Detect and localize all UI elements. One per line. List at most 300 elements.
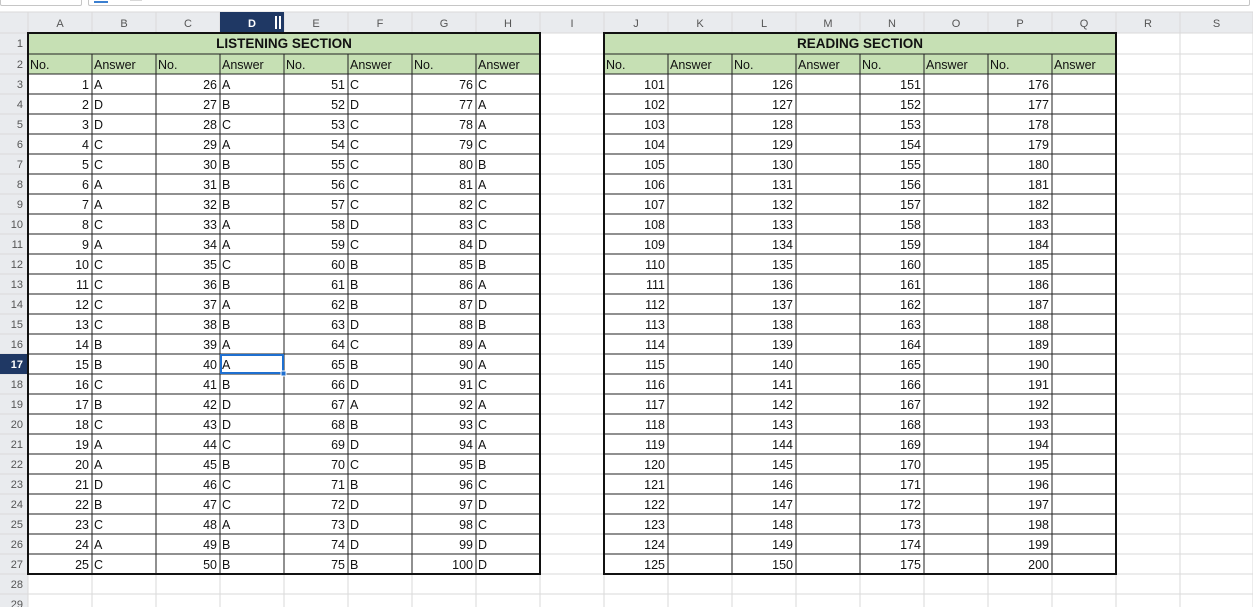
- listening-answer[interactable]: C: [94, 218, 104, 232]
- reading-question-number[interactable]: 180: [1028, 158, 1049, 172]
- reading-answer-empty[interactable]: [669, 95, 731, 113]
- listening-question-number[interactable]: 69: [331, 438, 345, 452]
- listening-question-number[interactable]: 49: [203, 538, 217, 552]
- reading-col-header[interactable]: No.: [606, 58, 626, 72]
- reading-question-number[interactable]: 109: [644, 238, 665, 252]
- listening-question-number[interactable]: 25: [75, 558, 89, 572]
- reading-question-number[interactable]: 128: [772, 118, 793, 132]
- reading-answer-empty[interactable]: [669, 195, 731, 213]
- reading-answer-empty[interactable]: [669, 515, 731, 533]
- reading-question-number[interactable]: 129: [772, 138, 793, 152]
- reading-question-number[interactable]: 127: [772, 98, 793, 112]
- listening-answer[interactable]: D: [478, 558, 488, 572]
- reading-question-number[interactable]: 187: [1028, 298, 1049, 312]
- fill-handle[interactable]: [281, 371, 286, 376]
- listening-question-number[interactable]: 80: [459, 158, 473, 172]
- reading-answer-empty[interactable]: [669, 415, 731, 433]
- reading-answer-empty[interactable]: [797, 335, 859, 353]
- reading-question-number[interactable]: 112: [645, 298, 665, 312]
- listening-answer[interactable]: B: [222, 558, 231, 572]
- row-header-14[interactable]: 14: [10, 299, 23, 311]
- reading-answer-empty[interactable]: [925, 335, 987, 353]
- reading-question-number[interactable]: 145: [772, 458, 793, 472]
- listening-col-header[interactable]: No.: [414, 58, 434, 72]
- reading-question-number[interactable]: 119: [645, 438, 665, 452]
- reading-answer-empty[interactable]: [669, 215, 731, 233]
- listening-question-number[interactable]: 2: [82, 98, 89, 112]
- row-header-3[interactable]: 3: [16, 79, 23, 91]
- reading-answer-empty[interactable]: [797, 475, 859, 493]
- row-header-29[interactable]: 29: [10, 599, 23, 607]
- listening-answer[interactable]: B: [222, 458, 231, 472]
- row-header-6[interactable]: 6: [16, 139, 23, 151]
- row-header-21[interactable]: 21: [10, 439, 23, 451]
- reading-answer-empty[interactable]: [925, 115, 987, 133]
- listening-question-number[interactable]: 67: [331, 398, 345, 412]
- column-header-f[interactable]: F: [376, 18, 384, 30]
- listening-answer[interactable]: A: [478, 438, 487, 452]
- listening-answer[interactable]: C: [478, 478, 488, 492]
- listening-answer[interactable]: C: [94, 418, 104, 432]
- listening-answer[interactable]: C: [478, 218, 488, 232]
- listening-answer[interactable]: D: [94, 118, 104, 132]
- reading-question-number[interactable]: 105: [644, 158, 665, 172]
- listening-question-number[interactable]: 87: [459, 298, 473, 312]
- reading-question-number[interactable]: 196: [1028, 478, 1049, 492]
- listening-answer[interactable]: B: [222, 178, 231, 192]
- listening-answer[interactable]: C: [350, 198, 360, 212]
- reading-question-number[interactable]: 174: [900, 538, 921, 552]
- listening-answer[interactable]: C: [350, 118, 360, 132]
- reading-answer-empty[interactable]: [925, 475, 987, 493]
- listening-answer[interactable]: A: [222, 338, 231, 352]
- reading-answer-empty[interactable]: [669, 535, 731, 553]
- listening-col-header[interactable]: Answer: [350, 58, 392, 72]
- listening-question-number[interactable]: 59: [331, 238, 345, 252]
- reading-answer-empty[interactable]: [797, 115, 859, 133]
- column-resize-handle[interactable]: [275, 16, 277, 29]
- listening-question-number[interactable]: 95: [459, 458, 473, 472]
- reading-answer-empty[interactable]: [925, 395, 987, 413]
- row-header-17[interactable]: 17: [10, 359, 23, 371]
- reading-question-number[interactable]: 143: [772, 418, 793, 432]
- listening-question-number[interactable]: 60: [331, 258, 345, 272]
- listening-question-number[interactable]: 47: [203, 498, 217, 512]
- listening-col-header[interactable]: Answer: [94, 58, 136, 72]
- listening-answer[interactable]: B: [350, 298, 359, 312]
- column-header-m[interactable]: M: [823, 18, 833, 30]
- reading-question-number[interactable]: 170: [900, 458, 921, 472]
- listening-question-number[interactable]: 54: [331, 138, 345, 152]
- reading-question-number[interactable]: 195: [1028, 458, 1049, 472]
- listening-answer[interactable]: B: [222, 278, 231, 292]
- reading-answer-empty[interactable]: [1053, 95, 1115, 113]
- reading-question-number[interactable]: 185: [1028, 258, 1049, 272]
- row-header-7[interactable]: 7: [16, 159, 23, 171]
- listening-question-number[interactable]: 35: [203, 258, 217, 272]
- reading-question-number[interactable]: 178: [1028, 118, 1049, 132]
- reading-answer-empty[interactable]: [669, 455, 731, 473]
- reading-answer-empty[interactable]: [925, 535, 987, 553]
- listening-question-number[interactable]: 46: [203, 478, 217, 492]
- listening-answer[interactable]: D: [350, 218, 360, 232]
- row-header-10[interactable]: 10: [10, 219, 23, 231]
- reading-question-number[interactable]: 150: [772, 558, 793, 572]
- reading-col-header[interactable]: Answer: [670, 58, 712, 72]
- listening-question-number[interactable]: 21: [75, 478, 89, 492]
- listening-answer[interactable]: D: [478, 498, 488, 512]
- listening-question-number[interactable]: 74: [331, 538, 345, 552]
- listening-question-number[interactable]: 96: [459, 478, 473, 492]
- listening-question-number[interactable]: 14: [75, 338, 89, 352]
- reading-answer-empty[interactable]: [925, 235, 987, 253]
- listening-question-number[interactable]: 36: [203, 278, 217, 292]
- reading-answer-empty[interactable]: [669, 295, 731, 313]
- reading-question-number[interactable]: 181: [1028, 178, 1049, 192]
- reading-question-number[interactable]: 111: [645, 278, 665, 292]
- column-header-c[interactable]: C: [184, 18, 192, 30]
- listening-question-number[interactable]: 76: [459, 78, 473, 92]
- listening-question-number[interactable]: 68: [331, 418, 345, 432]
- listening-answer[interactable]: B: [350, 558, 359, 572]
- listening-col-header[interactable]: Answer: [222, 58, 264, 72]
- reading-answer-empty[interactable]: [925, 215, 987, 233]
- reading-answer-empty[interactable]: [925, 495, 987, 513]
- reading-col-header[interactable]: No.: [862, 58, 882, 72]
- listening-question-number[interactable]: 39: [203, 338, 217, 352]
- listening-answer[interactable]: D: [350, 438, 360, 452]
- reading-answer-empty[interactable]: [797, 415, 859, 433]
- row-header-5[interactable]: 5: [16, 119, 23, 131]
- listening-question-number[interactable]: 82: [459, 198, 473, 212]
- listening-answer[interactable]: D: [350, 98, 360, 112]
- reading-answer-empty[interactable]: [797, 215, 859, 233]
- listening-question-number[interactable]: 8: [82, 218, 89, 232]
- reading-question-number[interactable]: 122: [644, 498, 665, 512]
- reading-question-number[interactable]: 162: [900, 298, 921, 312]
- reading-question-number[interactable]: 153: [900, 118, 921, 132]
- listening-question-number[interactable]: 78: [459, 118, 473, 132]
- row-header-24[interactable]: 24: [10, 499, 23, 511]
- listening-answer[interactable]: A: [478, 178, 487, 192]
- reading-answer-empty[interactable]: [669, 315, 731, 333]
- listening-col-header[interactable]: No.: [158, 58, 178, 72]
- listening-question-number[interactable]: 62: [331, 298, 345, 312]
- reading-answer-empty[interactable]: [797, 435, 859, 453]
- reading-answer-empty[interactable]: [1053, 155, 1115, 173]
- reading-answer-empty[interactable]: [925, 75, 987, 93]
- listening-answer[interactable]: B: [222, 538, 231, 552]
- listening-answer[interactable]: A: [222, 78, 231, 92]
- listening-question-number[interactable]: 3: [82, 118, 89, 132]
- listening-answer[interactable]: D: [478, 298, 488, 312]
- listening-answer[interactable]: A: [222, 518, 231, 532]
- listening-answer[interactable]: A: [478, 338, 487, 352]
- row-header-13[interactable]: 13: [10, 279, 23, 291]
- listening-answer[interactable]: A: [94, 438, 103, 452]
- listening-question-number[interactable]: 38: [203, 318, 217, 332]
- reading-answer-empty[interactable]: [925, 415, 987, 433]
- reading-answer-empty[interactable]: [797, 155, 859, 173]
- listening-question-number[interactable]: 13: [75, 318, 89, 332]
- listening-answer[interactable]: C: [94, 138, 104, 152]
- reading-question-number[interactable]: 135: [772, 258, 793, 272]
- reading-question-number[interactable]: 176: [1028, 78, 1049, 92]
- reading-answer-empty[interactable]: [1053, 475, 1115, 493]
- reading-question-number[interactable]: 168: [900, 418, 921, 432]
- reading-question-number[interactable]: 130: [772, 158, 793, 172]
- listening-answer[interactable]: B: [478, 158, 487, 172]
- listening-question-number[interactable]: 53: [331, 118, 345, 132]
- reading-answer-empty[interactable]: [1053, 455, 1115, 473]
- listening-answer[interactable]: C: [478, 418, 488, 432]
- reading-answer-empty[interactable]: [925, 175, 987, 193]
- listening-answer[interactable]: B: [222, 158, 231, 172]
- listening-question-number[interactable]: 42: [203, 398, 217, 412]
- listening-answer[interactable]: A: [222, 298, 231, 312]
- reading-question-number[interactable]: 126: [772, 78, 793, 92]
- listening-question-number[interactable]: 37: [203, 298, 217, 312]
- listening-question-number[interactable]: 71: [331, 478, 345, 492]
- listening-answer[interactable]: B: [94, 338, 103, 352]
- listening-question-number[interactable]: 57: [331, 198, 345, 212]
- reading-answer-empty[interactable]: [1053, 355, 1115, 373]
- reading-question-number[interactable]: 104: [644, 138, 665, 152]
- reading-answer-empty[interactable]: [925, 155, 987, 173]
- listening-question-number[interactable]: 34: [203, 238, 217, 252]
- listening-question-number[interactable]: 23: [75, 518, 89, 532]
- reading-answer-empty[interactable]: [669, 395, 731, 413]
- listening-question-number[interactable]: 55: [331, 158, 345, 172]
- reading-question-number[interactable]: 151: [900, 78, 921, 92]
- listening-question-number[interactable]: 43: [203, 418, 217, 432]
- reading-question-number[interactable]: 140: [772, 358, 793, 372]
- reading-answer-empty[interactable]: [669, 435, 731, 453]
- column-header-q[interactable]: Q: [1079, 18, 1089, 30]
- reading-answer-empty[interactable]: [1053, 135, 1115, 153]
- column-header-e[interactable]: E: [312, 18, 320, 30]
- listening-answer[interactable]: C: [94, 278, 104, 292]
- reading-col-header[interactable]: No.: [734, 58, 754, 72]
- listening-question-number[interactable]: 32: [203, 198, 217, 212]
- row-header-18[interactable]: 18: [10, 379, 23, 391]
- listening-answer[interactable]: B: [350, 258, 359, 272]
- listening-answer[interactable]: C: [350, 338, 360, 352]
- column-header-b[interactable]: B: [120, 18, 128, 30]
- listening-answer[interactable]: A: [478, 118, 487, 132]
- column-header-a[interactable]: A: [56, 18, 64, 30]
- reading-answer-empty[interactable]: [669, 135, 731, 153]
- listening-question-number[interactable]: 52: [331, 98, 345, 112]
- reading-answer-empty[interactable]: [1053, 495, 1115, 513]
- listening-answer[interactable]: B: [350, 418, 359, 432]
- reading-question-number[interactable]: 169: [900, 438, 921, 452]
- listening-question-number[interactable]: 91: [459, 378, 473, 392]
- reading-answer-empty[interactable]: [797, 235, 859, 253]
- listening-answer[interactable]: C: [222, 498, 232, 512]
- listening-answer[interactable]: D: [350, 498, 360, 512]
- reading-question-number[interactable]: 110: [645, 258, 665, 272]
- reading-question-number[interactable]: 154: [900, 138, 921, 152]
- listening-answer[interactable]: A: [94, 458, 103, 472]
- reading-question-number[interactable]: 107: [644, 198, 665, 212]
- reading-answer-empty[interactable]: [1053, 175, 1115, 193]
- row-header-15[interactable]: 15: [10, 319, 23, 331]
- listening-answer[interactable]: C: [350, 458, 360, 472]
- reading-question-number[interactable]: 161: [900, 278, 921, 292]
- listening-answer[interactable]: C: [350, 138, 360, 152]
- listening-question-number[interactable]: 26: [203, 78, 217, 92]
- listening-answer[interactable]: B: [94, 498, 103, 512]
- reading-answer-empty[interactable]: [797, 95, 859, 113]
- listening-answer[interactable]: B: [222, 98, 231, 112]
- reading-col-header[interactable]: Answer: [798, 58, 840, 72]
- listening-question-number[interactable]: 30: [203, 158, 217, 172]
- listening-question-number[interactable]: 10: [75, 258, 89, 272]
- listening-answer[interactable]: A: [94, 78, 103, 92]
- reading-answer-empty[interactable]: [1053, 295, 1115, 313]
- listening-question-number[interactable]: 61: [331, 278, 345, 292]
- reading-question-number[interactable]: 113: [645, 318, 665, 332]
- listening-answer[interactable]: C: [350, 78, 360, 92]
- column-header-s[interactable]: S: [1212, 18, 1221, 30]
- reading-question-number[interactable]: 179: [1028, 138, 1049, 152]
- reading-answer-empty[interactable]: [797, 315, 859, 333]
- reading-question-number[interactable]: 118: [645, 418, 665, 432]
- reading-question-number[interactable]: 115: [645, 358, 665, 372]
- listening-answer[interactable]: D: [478, 238, 488, 252]
- reading-answer-empty[interactable]: [669, 75, 731, 93]
- reading-question-number[interactable]: 102: [644, 98, 665, 112]
- reading-question-number[interactable]: 114: [645, 338, 665, 352]
- reading-answer-empty[interactable]: [669, 255, 731, 273]
- reading-question-number[interactable]: 133: [772, 218, 793, 232]
- listening-answer[interactable]: C: [222, 118, 232, 132]
- listening-answer[interactable]: A: [478, 278, 487, 292]
- listening-answer[interactable]: C: [478, 518, 488, 532]
- reading-answer-empty[interactable]: [797, 275, 859, 293]
- reading-question-number[interactable]: 116: [645, 378, 665, 392]
- listening-question-number[interactable]: 7: [82, 198, 89, 212]
- reading-question-number[interactable]: 194: [1028, 438, 1049, 452]
- reading-question-number[interactable]: 103: [644, 118, 665, 132]
- listening-question-number[interactable]: 100: [452, 558, 473, 572]
- reading-question-number[interactable]: 125: [644, 558, 665, 572]
- row-header-25[interactable]: 25: [10, 519, 23, 531]
- listening-answer[interactable]: C: [222, 478, 232, 492]
- reading-question-number[interactable]: 124: [644, 538, 665, 552]
- listening-answer[interactable]: A: [94, 178, 103, 192]
- reading-col-header[interactable]: Answer: [1054, 58, 1096, 72]
- reading-answer-empty[interactable]: [1053, 555, 1115, 573]
- listening-question-number[interactable]: 72: [331, 498, 345, 512]
- listening-answer[interactable]: C: [94, 158, 104, 172]
- reading-question-number[interactable]: 136: [772, 278, 793, 292]
- reading-answer-empty[interactable]: [669, 495, 731, 513]
- reading-question-number[interactable]: 171: [900, 478, 921, 492]
- reading-answer-empty[interactable]: [925, 455, 987, 473]
- listening-answer[interactable]: C: [350, 158, 360, 172]
- row-header-28[interactable]: 28: [10, 579, 23, 591]
- reading-answer-empty[interactable]: [1053, 75, 1115, 93]
- column-header-l[interactable]: L: [760, 18, 768, 30]
- reading-answer-empty[interactable]: [925, 295, 987, 313]
- listening-question-number[interactable]: 4: [82, 138, 89, 152]
- reading-question-number[interactable]: 189: [1028, 338, 1049, 352]
- reading-answer-empty[interactable]: [925, 515, 987, 533]
- listening-question-number[interactable]: 90: [459, 358, 473, 372]
- listening-question-number[interactable]: 1: [82, 78, 89, 92]
- listening-answer[interactable]: B: [478, 258, 487, 272]
- column-header-o[interactable]: O: [951, 18, 961, 30]
- reading-col-header[interactable]: Answer: [926, 58, 968, 72]
- listening-answer[interactable]: B: [350, 478, 359, 492]
- listening-question-number[interactable]: 44: [203, 438, 217, 452]
- reading-answer-empty[interactable]: [925, 95, 987, 113]
- reading-question-number[interactable]: 137: [772, 298, 793, 312]
- reading-question-number[interactable]: 146: [772, 478, 793, 492]
- reading-question-number[interactable]: 160: [900, 258, 921, 272]
- reading-answer-empty[interactable]: [925, 375, 987, 393]
- listening-answer[interactable]: A: [222, 358, 231, 372]
- reading-question-number[interactable]: 120: [644, 458, 665, 472]
- listening-question-number[interactable]: 70: [331, 458, 345, 472]
- listening-question-number[interactable]: 81: [459, 178, 473, 192]
- row-header-23[interactable]: 23: [10, 479, 23, 491]
- listening-answer[interactable]: C: [222, 438, 232, 452]
- listening-answer[interactable]: D: [94, 478, 104, 492]
- listening-question-number[interactable]: 65: [331, 358, 345, 372]
- reading-question-number[interactable]: 165: [900, 358, 921, 372]
- listening-col-header[interactable]: No.: [286, 58, 306, 72]
- reading-answer-empty[interactable]: [669, 155, 731, 173]
- listening-answer[interactable]: A: [94, 198, 103, 212]
- listening-question-number[interactable]: 86: [459, 278, 473, 292]
- listening-question-number[interactable]: 27: [203, 98, 217, 112]
- row-header-16[interactable]: 16: [10, 339, 23, 351]
- row-header-2[interactable]: 2: [16, 59, 23, 71]
- listening-question-number[interactable]: 24: [75, 538, 89, 552]
- listening-answer[interactable]: B: [478, 458, 487, 472]
- reading-answer-empty[interactable]: [669, 275, 731, 293]
- column-header-p[interactable]: P: [1016, 18, 1024, 30]
- column-header-i[interactable]: I: [570, 18, 574, 30]
- reading-answer-empty[interactable]: [797, 555, 859, 573]
- reading-answer-empty[interactable]: [669, 115, 731, 133]
- reading-question-number[interactable]: 193: [1028, 418, 1049, 432]
- listening-question-number[interactable]: 73: [331, 518, 345, 532]
- reading-answer-empty[interactable]: [797, 395, 859, 413]
- listening-answer[interactable]: D: [94, 98, 104, 112]
- row-header-4[interactable]: 4: [16, 99, 23, 111]
- reading-question-number[interactable]: 172: [900, 498, 921, 512]
- reading-question-number[interactable]: 184: [1028, 238, 1049, 252]
- reading-question-number[interactable]: 144: [772, 438, 793, 452]
- reading-answer-empty[interactable]: [1053, 375, 1115, 393]
- listening-answer[interactable]: C: [94, 318, 104, 332]
- listening-answer[interactable]: A: [222, 138, 231, 152]
- reading-question-number[interactable]: 190: [1028, 358, 1049, 372]
- reading-question-number[interactable]: 200: [1028, 558, 1049, 572]
- listening-question-number[interactable]: 6: [82, 178, 89, 192]
- reading-question-number[interactable]: 166: [900, 378, 921, 392]
- reading-answer-empty[interactable]: [669, 355, 731, 373]
- reading-answer-empty[interactable]: [797, 75, 859, 93]
- reading-question-number[interactable]: 163: [900, 318, 921, 332]
- reading-answer-empty[interactable]: [669, 335, 731, 353]
- row-header-20[interactable]: 20: [10, 419, 23, 431]
- reading-question-number[interactable]: 108: [644, 218, 665, 232]
